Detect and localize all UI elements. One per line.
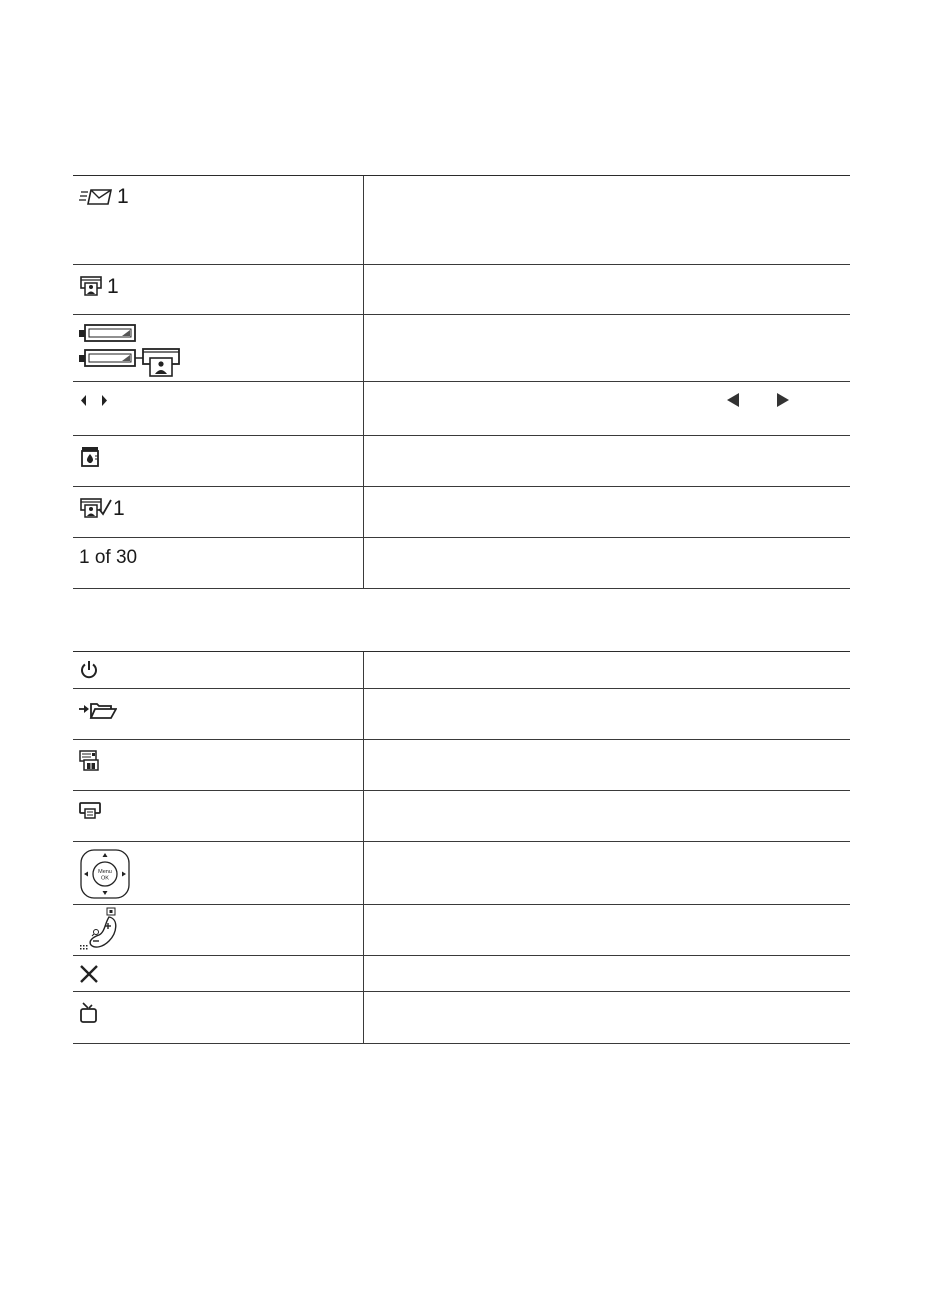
icon-cell	[73, 538, 364, 588]
description-cell	[364, 436, 850, 486]
description-cell	[364, 382, 850, 435]
zoom-icon	[79, 907, 129, 951]
icon-cell	[73, 652, 364, 688]
icon-cell	[73, 689, 364, 739]
photo-index-label: 1 of 30	[79, 547, 138, 568]
menu-ok-dpad-icon	[79, 848, 131, 900]
icon-cell	[73, 382, 364, 435]
description-cell	[364, 842, 850, 904]
table-row	[73, 689, 850, 740]
description-cell	[364, 740, 850, 790]
table-row	[73, 652, 850, 689]
table-row	[73, 436, 850, 487]
table-row	[73, 992, 850, 1044]
print-job-count: 1	[107, 274, 119, 298]
icon-cell	[73, 315, 364, 381]
description-cell	[364, 956, 850, 991]
description-cell	[364, 176, 850, 264]
icon-cell	[73, 436, 364, 486]
table-row	[73, 538, 850, 589]
table-row	[73, 382, 850, 436]
status-icons-table	[73, 175, 850, 589]
save-folder-icon	[79, 699, 117, 721]
table-row	[73, 265, 850, 315]
description-cell	[364, 791, 850, 841]
icon-cell	[73, 905, 364, 955]
tv-icon	[79, 1002, 99, 1024]
battery-icon	[79, 321, 183, 377]
table-row	[73, 740, 850, 791]
icon-cell	[73, 487, 364, 537]
right-arrow-icon	[773, 390, 793, 410]
layout-icon	[79, 750, 103, 772]
navigation-arrows-icon	[79, 393, 109, 409]
photo-selected-icon	[79, 497, 113, 519]
description-cell	[364, 265, 850, 314]
email-icon	[79, 187, 113, 207]
table-row	[73, 315, 850, 382]
print-job-icon	[79, 275, 103, 297]
left-arrow-icon	[723, 390, 743, 410]
description-cell	[364, 905, 850, 955]
description-cell	[364, 538, 850, 588]
icon-cell	[73, 992, 364, 1043]
icon-cell	[73, 176, 364, 264]
table-row	[73, 842, 850, 905]
table-row	[73, 905, 850, 956]
description-cell	[364, 689, 850, 739]
description-cell	[364, 315, 850, 381]
table-row	[73, 176, 850, 265]
power-icon	[79, 660, 99, 680]
icon-cell	[73, 791, 364, 841]
svg-text:OK: OK	[101, 875, 109, 882]
icon-cell	[73, 265, 364, 314]
ink-cartridge-icon	[79, 446, 101, 468]
photo-selected-count: 1	[113, 496, 125, 520]
cancel-x-icon	[79, 964, 99, 984]
icon-cell	[73, 956, 364, 991]
icon-cell	[73, 740, 364, 790]
print-icon	[79, 801, 101, 821]
table-row	[73, 487, 850, 538]
svg-text:Menu: Menu	[98, 869, 112, 875]
email-count: 1	[117, 185, 129, 208]
icon-cell	[73, 842, 364, 904]
description-cell	[364, 992, 850, 1043]
description-cell	[364, 487, 850, 537]
table-row	[73, 791, 850, 842]
table-row	[73, 956, 850, 992]
button-icons-table	[73, 651, 850, 1044]
description-cell	[364, 652, 850, 688]
